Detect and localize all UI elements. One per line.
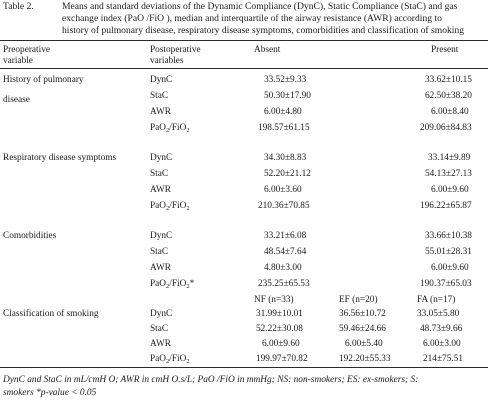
row-var: DynC xyxy=(150,75,173,85)
cell-absent: 48.54±7.64 xyxy=(264,247,307,257)
header-rule xyxy=(0,68,488,69)
cell-present: 6.00±8.40 xyxy=(431,107,469,117)
row-var: AWR xyxy=(150,107,171,117)
cell-absent: 4.80±3.00 xyxy=(264,263,302,273)
cell-absent: 210.36±70.85 xyxy=(258,201,310,211)
group-label-history-2: disease xyxy=(3,95,30,105)
cell-absent: 34.30±8.83 xyxy=(264,153,307,163)
cell-nf: 6.00±9.60 xyxy=(262,339,300,349)
row-var: PaO$_2$/FiO$_2$ xyxy=(150,201,190,212)
cell-present: 196.22±65.87 xyxy=(420,201,472,211)
bottom-rule xyxy=(0,367,488,368)
row-var: DynC xyxy=(150,309,173,319)
cell-absent: 50.30±17.90 xyxy=(264,91,311,101)
row-var: DynC xyxy=(150,153,173,163)
cell-absent: 6.00±4.80 xyxy=(264,107,302,117)
header-absent: Absent xyxy=(254,45,281,55)
header-variable: variable xyxy=(3,56,33,66)
cell-fa: 33.05±5.80 xyxy=(417,309,460,319)
cell-absent: 33.21±6.08 xyxy=(264,231,307,241)
cell-nf: 52.22±30.08 xyxy=(256,324,303,334)
row-var: DynC xyxy=(150,231,173,241)
group-label-smoking: Classification of smoking xyxy=(3,309,99,319)
cell-absent: 33.52±9.33 xyxy=(264,75,307,85)
row-var: StaC xyxy=(150,324,169,334)
footnote-line-1: DynC and StaC in mL/cmH O; AWR in cmH O.s/L; PaO /FiO in mmHg; NS: non-smokers; ES: ex-smokers; S: xyxy=(3,375,419,385)
header-preoperative: Preoperative xyxy=(3,45,50,55)
row-var: PaO$_2$/FiO$_2$ xyxy=(150,354,190,365)
cell-nf: 31.99±10.01 xyxy=(256,309,303,319)
header-postoperative: Postoperative xyxy=(150,45,201,55)
cell-absent: 198.57±61.15 xyxy=(258,123,310,133)
row-var: PaO$_2$/FiO$_2$* xyxy=(150,279,195,290)
header-variables: variables xyxy=(150,56,184,66)
row-var: PaO$_2$/FiO$_2$ xyxy=(150,123,190,134)
cell-fa: 214±75.51 xyxy=(423,354,463,364)
group-label-comorbidities: Comorbidities xyxy=(3,231,57,241)
cell-present: 6.00±9.60 xyxy=(431,263,469,273)
table-label: Table 2. xyxy=(3,1,34,12)
cell-nf: 199.97±70.82 xyxy=(256,354,308,364)
caption-line-3: history of pulmonary disease, respiratory disease symptoms, comorbidities and classification of smoking xyxy=(62,25,465,36)
cell-ef: 192.20±55.33 xyxy=(339,354,391,364)
caption-line-2: exchange index (PaO /FiO ), median and interquartile of the airway resistance (AWR) according to xyxy=(62,13,442,24)
cell-absent: 52.20±21.12 xyxy=(264,169,311,179)
header-present: Present xyxy=(431,45,459,55)
cell-ef: 6.00±5.40 xyxy=(345,339,383,349)
smoking-header-fa: FA (n=17) xyxy=(417,295,456,305)
cell-fa: 48.73±9.66 xyxy=(420,324,463,334)
smoking-header-nf: NF (n=33) xyxy=(254,295,294,305)
row-var: StaC xyxy=(150,169,169,179)
cell-present: 190.37±65.03 xyxy=(420,279,472,289)
footnote-line-2: smokers *p-value < 0.05 xyxy=(3,388,97,398)
cell-present: 209.06±84.83 xyxy=(420,123,472,133)
caption-line-1: Means and standard deviations of the Dynamic Compliance (DynC), Static Compliance (StaC) and gas xyxy=(62,1,458,12)
cell-ef: 36.56±10.72 xyxy=(339,309,386,319)
row-var: StaC xyxy=(150,91,169,101)
cell-absent: 6.00±3.60 xyxy=(264,185,302,195)
cell-absent: 235.25±65.53 xyxy=(258,279,310,289)
cell-present: 33.62±10.15 xyxy=(425,75,472,85)
cell-present: 55.01±28.31 xyxy=(425,247,472,257)
group-label-symptoms: Respiratory disease symptoms xyxy=(3,153,117,163)
cell-ef: 59.46±24.66 xyxy=(339,324,386,334)
row-var: AWR xyxy=(150,263,171,273)
group-label-history: History of pulmonary xyxy=(3,75,84,85)
cell-present: 62.50±38.20 xyxy=(425,91,472,101)
cell-present: 54.13±27.13 xyxy=(425,169,472,179)
cell-fa: 6.00±3.00 xyxy=(423,339,461,349)
row-var: AWR xyxy=(150,185,171,195)
cell-present: 33.14±9.89 xyxy=(428,153,471,163)
row-var: StaC xyxy=(150,247,169,257)
smoking-header-ef: EF (n=20) xyxy=(339,295,378,305)
cell-present: 33.66±10.38 xyxy=(425,231,472,241)
top-rule xyxy=(0,40,488,41)
cell-present: 6.00±9.60 xyxy=(431,185,469,195)
row-var: AWR xyxy=(150,339,171,349)
